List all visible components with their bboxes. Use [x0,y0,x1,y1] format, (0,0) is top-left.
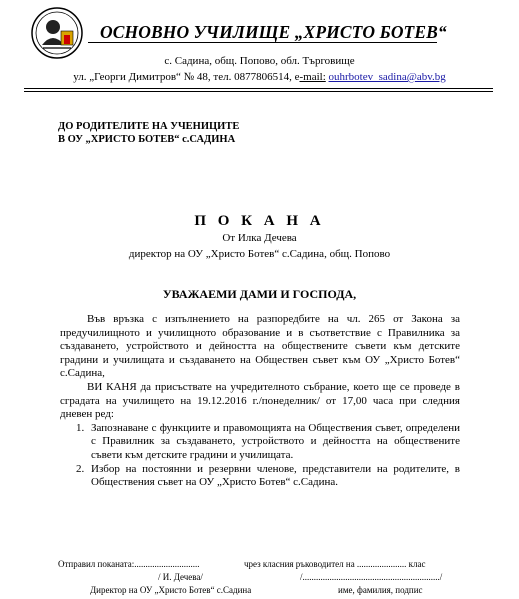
address-line: с. Садина, общ. Попово, обл. Търговище [164,55,355,67]
contact-line [0,71,519,83]
teacher-caption: име, фамилия, подпис [338,585,423,595]
invitation-body [60,313,460,490]
recipient-line-2: В ОУ „ХРИСТО БОТЕВ“ с.САДИНА [58,134,236,145]
class-teacher-label: чрез класния ръководител на ...................... клас [244,559,426,569]
recipient-block [58,120,239,146]
body-paragraph-1: Във връзка с изпълнението на разпоредбите на чл. 265 от Закона за предучилищното и училищното образование и в съответствие с Правилника за създаването, устройството и дейността на обществените съвети към детските градини и училищата и създаването на Обществен съвет към ОУ „Христо Ботев“ с.Садина, [60,313,460,380]
email-link[interactable]: ouhrbotev_sadina@abv.bg [328,71,446,83]
agenda-list [60,422,460,490]
document-title: П О К А Н А [194,213,325,229]
header-double-rule [24,88,493,92]
header-divider [88,42,437,43]
recipient-line-1: ДО РОДИТЕЛИТЕ НА УЧЕНИЦИТЕ [58,121,240,132]
sender-name: / И. Дечева/ [158,572,203,582]
body-paragraph-2: ВИ КАНЯ да присъствате на учредителното събрание, което ще се проведе в сградата на училището на 19.12.2016 г./понеделник/ от 17,00 часа при следния дневен ред: [60,380,460,421]
school-name: ОСНОВНО УЧИЛИЩЕ „ХРИСТО БОТЕВ“ [100,22,447,42]
salutation: УВАЖАЕМИ ДАМИ И ГОСПОДА, [162,287,357,301]
sender-title: Директор на ОУ „Христо Ботев“ с.Садина [90,585,252,595]
sent-by-label: Отправил поканата:............................. [58,559,200,569]
sender-position: директор на ОУ „Христо Ботев“ с.Садина, общ. Попово [128,248,391,260]
sender-line: От Илка Дечева [222,232,297,244]
school-logo-icon [31,7,83,59]
teacher-signature-line: /............................................................./ [300,572,443,582]
agenda-item: 1. Запознаване с функциите и правомощията на Обществения съвет, определени с Правилник за създаването, устройството и дейността на обществените съвети към детските градини и училищата. [87,422,460,463]
mail-label: -mail: [299,71,326,83]
agenda-item: 2. Избор на постоянни и резервни членове, представители на родителите, в Обществения съвет на ОУ „Христо Ботев“ с.Садина. [87,463,460,490]
address-street-phone: ул. „Георги Димитров“ № 48, тел. 0877806514, e [73,71,300,83]
